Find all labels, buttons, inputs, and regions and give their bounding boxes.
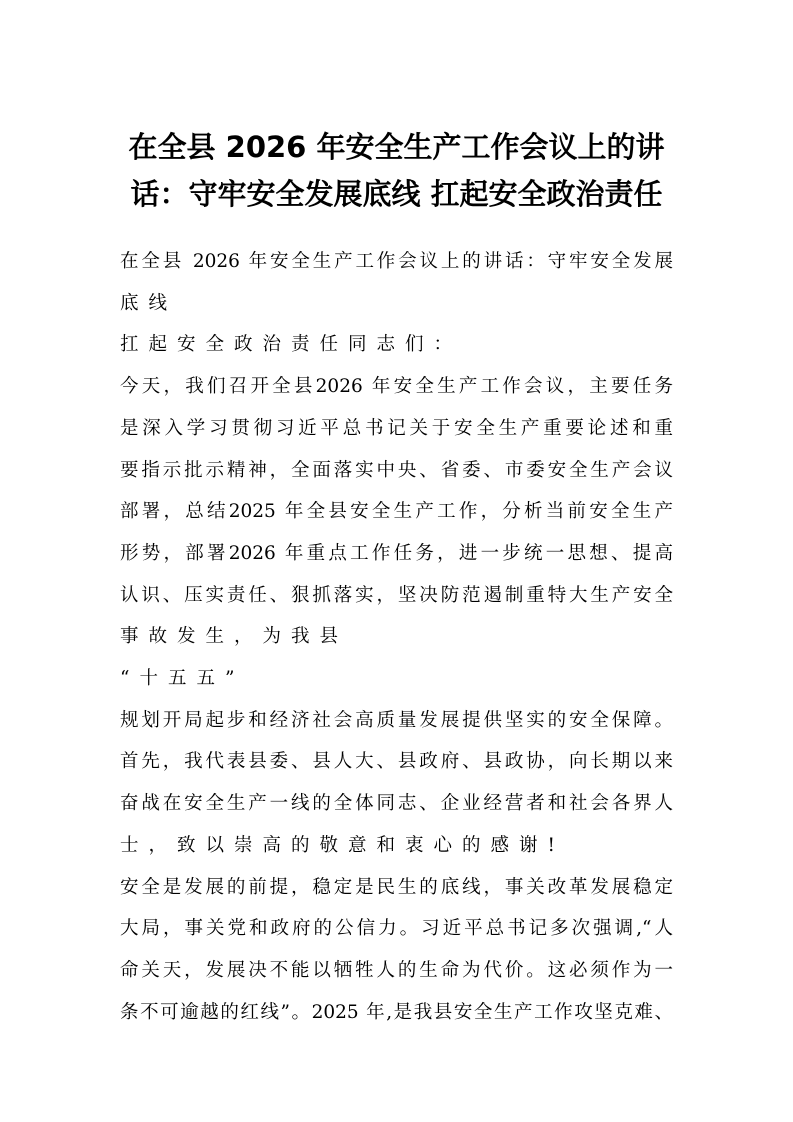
body-line: 要指示批示精神，全面落实中央、省委、市委安全生产会议 bbox=[120, 459, 673, 481]
body-line: 安全是发展的前提，稳定是民生的底线，事关改革发展稳定 bbox=[120, 876, 673, 898]
document-title bbox=[110, 124, 683, 218]
title-line-2: 话：守牢安全发展底线 扛起安全政治责任 bbox=[130, 177, 663, 211]
body-line: 是深入学习贯彻习近平总书记关于安全生产重要论述和重 bbox=[120, 417, 673, 439]
body-line: 条不可逾越的红线”。2025 年,是我县安全生产工作攻坚克难、 bbox=[120, 1001, 673, 1023]
body-line: 部署，总结2025 年全县安全生产工作，分析当前安全生产 bbox=[120, 501, 673, 523]
body-line: 事故发生，为我县 bbox=[120, 626, 349, 648]
document-body bbox=[120, 241, 673, 1033]
body-line: 士，致以崇高的敬意和衷心的感谢! bbox=[120, 834, 565, 856]
body-line: 大局，事关党和政府的公信力。习近平总书记多次强调,“人 bbox=[120, 918, 673, 940]
body-line: 规划开局起步和经济社会高质量发展提供坚实的安全保障。 bbox=[120, 709, 673, 731]
body-line: 今天，我们召开全县2026 年安全生产工作会议，主要任务 bbox=[120, 376, 673, 398]
body-line: 认识、压实责任、狠抓落实，坚决防范遏制重特大生产安全 bbox=[120, 584, 673, 606]
body-line: 扛起安全政治责任同志们： bbox=[120, 334, 463, 356]
title-line-1: 在全县 2026 年安全生产工作会议上的讲 bbox=[128, 130, 665, 164]
body-line: 首先，我代表县委、县人大、县政府、县政协，向长期以来 bbox=[120, 751, 673, 773]
body-line: 形势，部署2026 年重点工作任务，进一步统一思想、提高 bbox=[120, 542, 673, 564]
body-line: 命关天，发展决不能以牺牲人的生命为代价。这必须作为一 bbox=[120, 959, 673, 981]
body-line: 底线 bbox=[120, 292, 178, 314]
body-line: 奋战在安全生产一线的全体同志、企业经营者和社会各界人 bbox=[120, 793, 673, 815]
body-line: 在全县 2026 年安全生产工作会议上的讲话：守牢安全发展 bbox=[120, 251, 673, 272]
body-line: “十五五” bbox=[120, 668, 245, 690]
